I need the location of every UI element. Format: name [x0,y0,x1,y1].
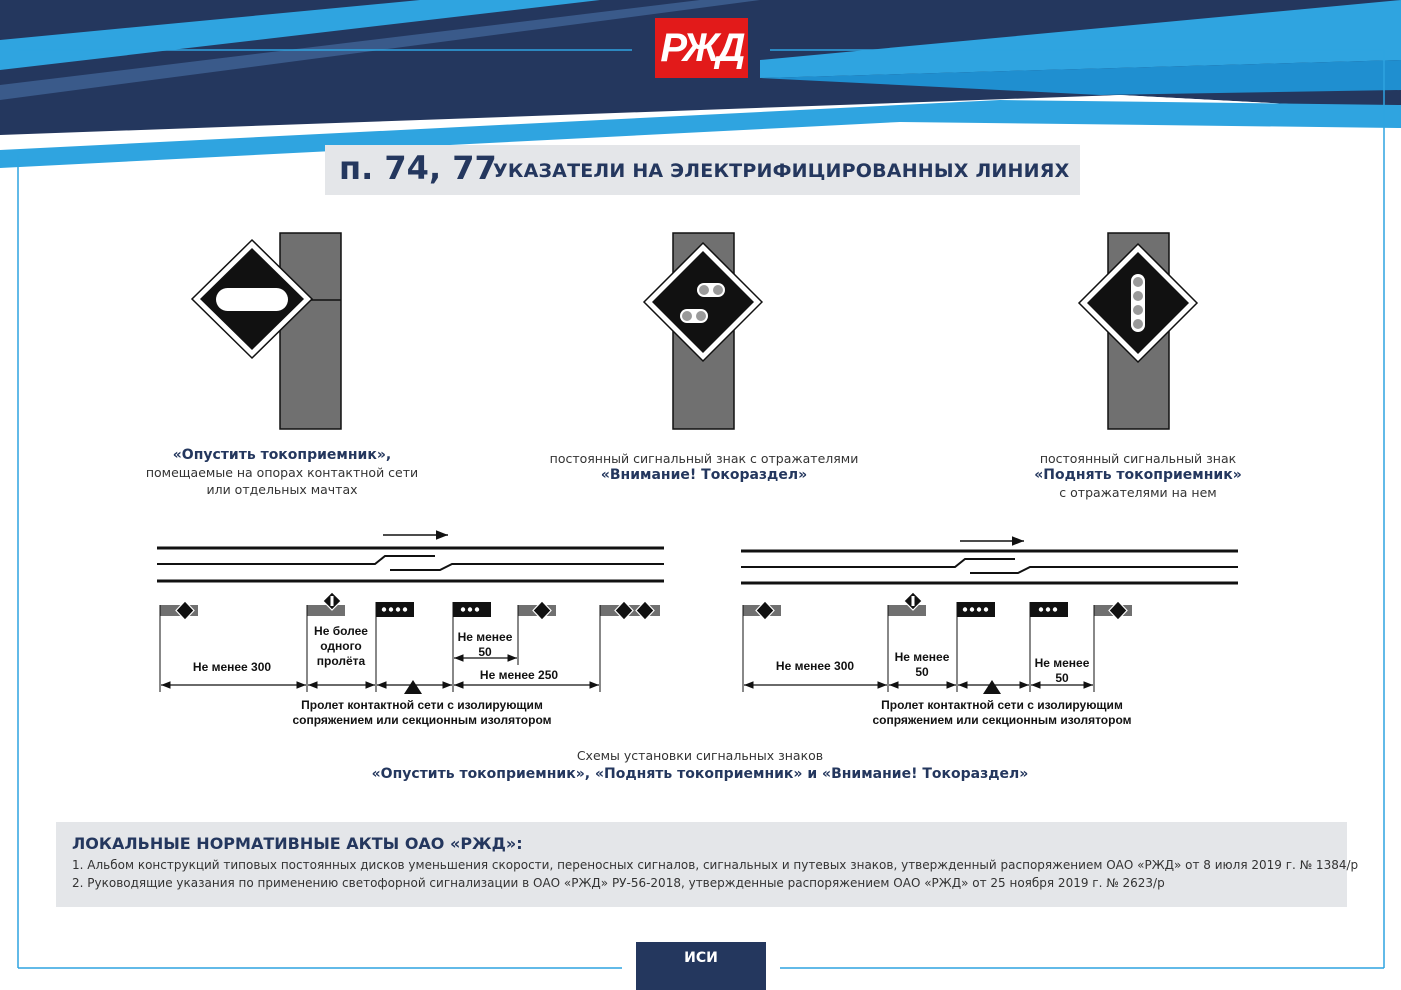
act-item-2: 2. Руководящие указания по применению светофорной сигнализации в ОАО «РЖД» РУ-56-2018, утвержденные распоряжением ОАО «РЖД» от 25 ноября 2019 г. № 2623/р [72,876,1165,890]
footer-label: ИСИ [684,950,718,966]
schemes-caption [300,746,1100,784]
act-item-1: 1. Альбом конструкций типовых постоянных дисков уменьшения скорости, переносных сигналов, сигнальных и путевых знаков, утвержденный распоряжением ОАО «РЖД» от 8 июля 2019 г. № 1384/р [72,858,1359,872]
left-scheme-signal-2 [453,602,491,617]
right-scheme-signal-2 [1030,602,1068,617]
left-dist-1-label: Не менее 300 [192,660,272,674]
right-section-label: Пролет контактной сети с изолирующим сопряжением или секционным изолятором [872,698,1132,727]
left-dist-3-label: Не менее 50 [457,630,513,659]
left-scheme-sign-raise-1 [518,601,556,620]
sign-2-name: «Внимание! Токораздел» [600,467,808,483]
rzd-logo: РЖД [655,18,748,78]
sign-3-name: «Поднять токоприемник» [1034,467,1242,483]
title-text: УКАЗАТЕЛИ НА ЭЛЕКТРИФИЦИРОВАННЫХ ЛИНИЯХ [493,160,1070,182]
left-scheme-sign-lower-1 [160,601,198,620]
schemes-caption-line1: Схемы установки сигнальных знаков [576,748,824,763]
left-scheme-signal-1 [376,602,414,617]
sign-3-post: с отражателями на нем [1059,485,1217,500]
left-section-label: Пролет контактной сети с изолирующим сопряжением или секционным изолятором [292,698,552,727]
acts-title: ЛОКАЛЬНЫЕ НОРМАТИВНЫЕ АКТЫ ОАО «РЖД»: [72,834,523,853]
schemes-caption-line2: «Опустить токоприемник», «Поднять токоприемник» и «Внимание! Токораздел» [371,766,1029,782]
sign-1-desc-line1: помещаемые на опорах контактной сети [145,465,419,480]
title-number: п. 74, 77 [339,149,497,187]
left-scheme-sign-raise-2 [600,601,660,620]
footer-tab [636,942,766,990]
right-scheme-signal-1 [957,602,995,617]
right-scheme-sign-raise [1094,601,1132,620]
sign-2-pre: постоянный сигнальный знак с отражателями [549,451,859,466]
right-scheme-sign-attention [888,592,926,616]
left-dist-2-label: Не более одного пролёта [314,624,368,668]
right-scheme-sign-lower [743,601,781,620]
right-dist-1-label: Не менее 300 [775,659,855,673]
sign-3-pre: постоянный сигнальный знак [1039,451,1237,466]
normative-acts-panel [56,822,1359,907]
sign-1-desc-line2: или отдельных мачтах [206,482,358,497]
sign-1-name: «Опустить токоприемник», [172,447,392,463]
right-dist-2-label: Не менее 50 [894,650,950,679]
right-dist-3-label: Не менее 50 [1034,656,1090,685]
left-dist-4-label: Не менее 250 [479,668,559,682]
left-scheme-sign-attention [307,592,345,616]
